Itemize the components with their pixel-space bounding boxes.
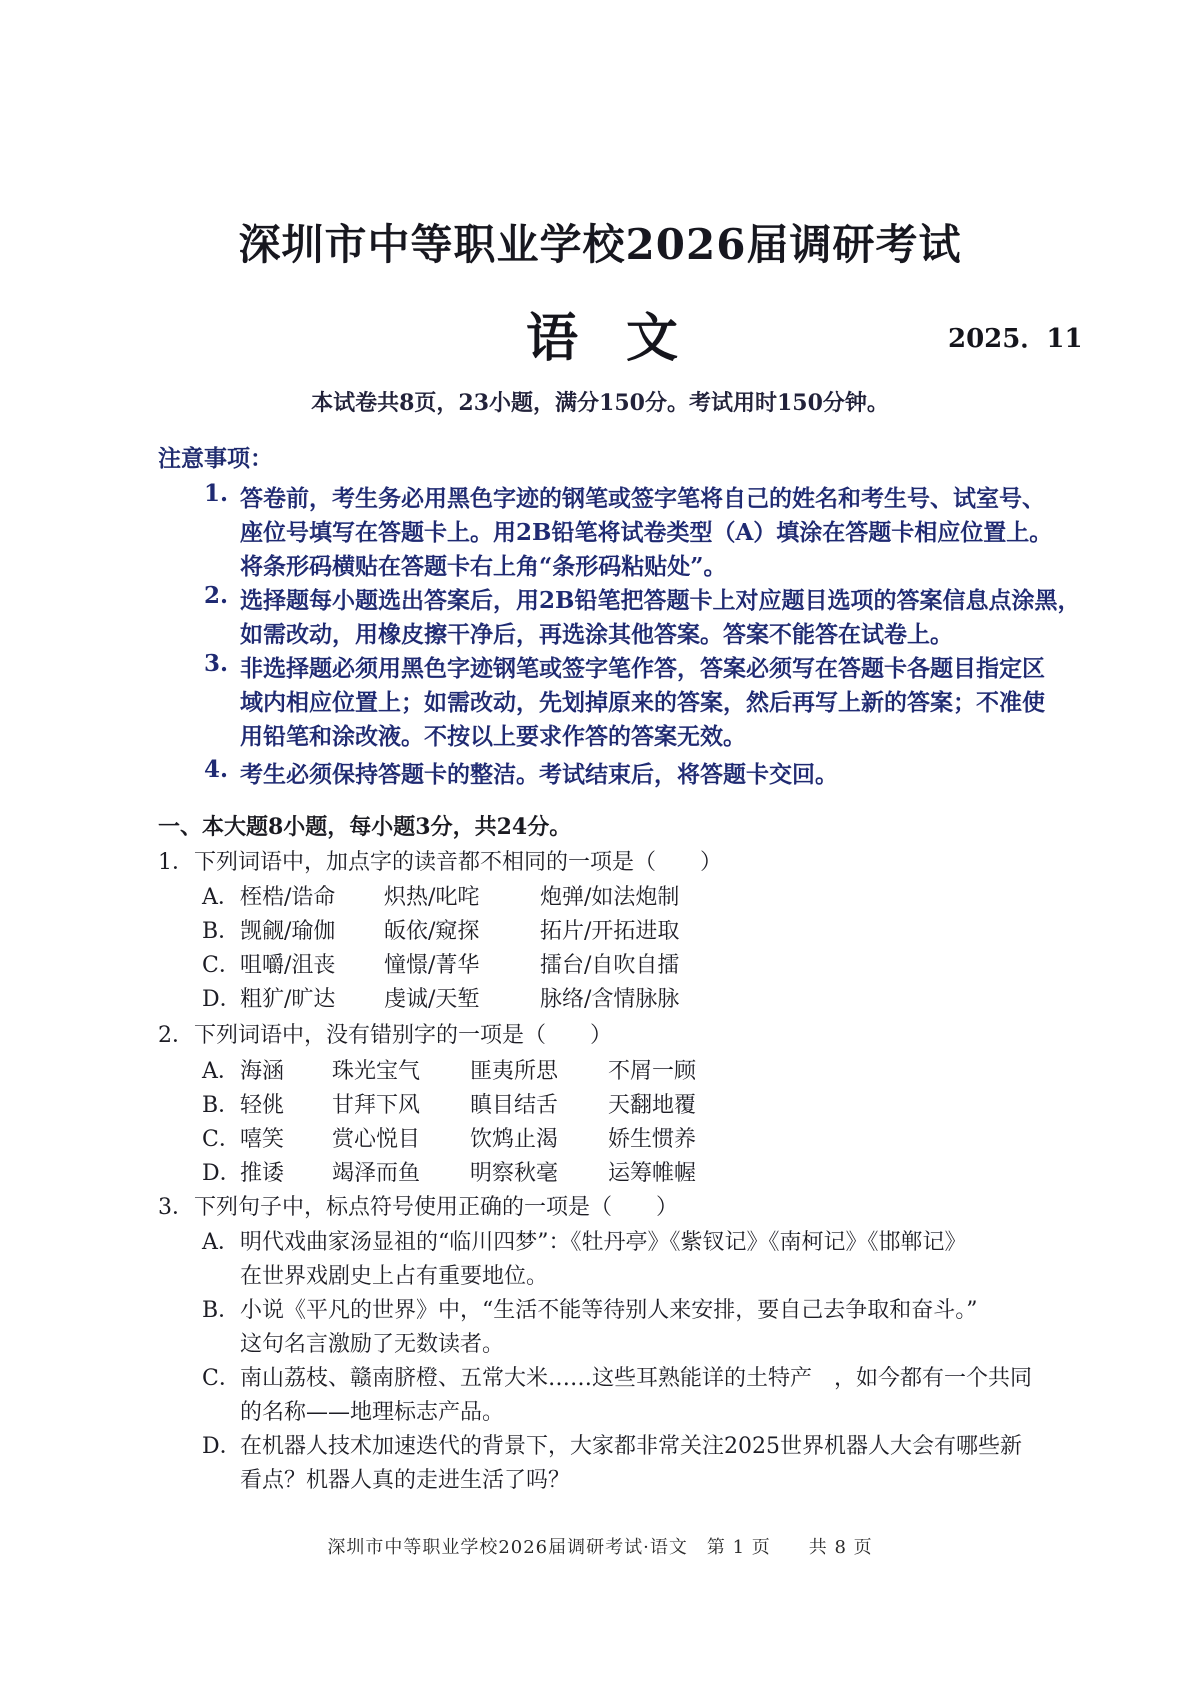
exam-date: 2025．11 (948, 324, 1083, 354)
option-choice: 推诿 (240, 1161, 285, 1186)
option-choice: 脉络/含情脉脉 (540, 987, 680, 1012)
notice-item-number: 1. (204, 480, 229, 507)
option-choice: 觊觎/瑜伽 (240, 919, 336, 944)
subject-title: 语文 (526, 308, 727, 369)
option-choice: 桎梏/诰命 (240, 885, 336, 910)
option-label: C． (202, 953, 241, 978)
notice-item-text: 考生必须保持答题卡的整洁。考试结束后，将答题卡交回。 (240, 761, 838, 788)
option-text: 这句名言激励了无数读者。 (240, 1332, 505, 1357)
notice-item-number: 4. (204, 756, 229, 783)
notice-item-text: 如需改动，用橡皮擦干净后，再选涂其他答案。答案不能答在试卷上。 (240, 621, 953, 648)
option-choice: 咀嚼/沮丧 (240, 953, 336, 978)
notice-item-text: 座位号填写在答题卡上。用2B铅笔将试卷类型（A）填涂在答题卡相应位置上。 (240, 519, 1053, 546)
notice-item-text: 答卷前，考生务必用黑色字迹的钢笔或签字笔将自己的姓名和考生号、试室号、 (240, 485, 1045, 512)
option-choice: 炽热/叱咤 (384, 885, 480, 910)
option-choice: 炮弹/如法炮制 (540, 885, 680, 910)
option-choice: 虔诚/天堑 (384, 987, 480, 1012)
option-choice: 赏心悦目 (332, 1127, 421, 1152)
option-label: D． (202, 1161, 242, 1186)
option-text: 看点？机器人真的走进生活了吗？ (240, 1468, 571, 1493)
option-choice: 运筹帷幄 (608, 1161, 697, 1186)
option-text: 明代戏曲家汤显祖的“临川四梦”：《牡丹亭》《紫钗记》《南柯记》《邯郸记》 (240, 1230, 967, 1255)
option-choice: 不屑一顾 (608, 1059, 697, 1084)
option-choice: 饮鸩止渴 (470, 1127, 559, 1152)
option-choice: 娇生惯养 (608, 1127, 697, 1152)
question-2-stem: 2．下列词语中，没有错别字的一项是（ ） (158, 1023, 612, 1048)
option-label: A． (202, 885, 240, 910)
option-choice: 甘拜下风 (332, 1093, 421, 1118)
option-choice: 拓片/开拓进取 (540, 919, 680, 944)
option-choice: 天翻地覆 (608, 1093, 697, 1118)
notice-item-text: 非选择题必须用黑色字迹钢笔或签字笔作答，答案必须写在答题卡各题目指定区 (240, 655, 1045, 682)
notice-item-number: 3. (204, 650, 229, 677)
option-label: A． (202, 1059, 240, 1084)
option-label: A． (202, 1230, 240, 1255)
page-footer: 深圳市中等职业学校2026届调研考试·语文 第 1 页 共 8 页 (327, 1537, 873, 1558)
notice-item-text: 用铅笔和涂改液。不按以上要求作答的答案无效。 (240, 723, 746, 750)
option-choice: 瞋目结舌 (470, 1093, 559, 1118)
notice-item-text: 域内相应位置上；如需改动，先划掉原来的答案，然后再写上新的答案；不准使 (240, 689, 1045, 716)
option-choice: 轻佻 (240, 1093, 285, 1118)
option-label: C． (202, 1127, 241, 1152)
notice-item-text: 将条形码横贴在答题卡右上角“条形码粘贴处”。 (240, 553, 727, 580)
exam-title: 深圳市中等职业学校2026届调研考试 (238, 220, 962, 269)
option-choice: 擂台/自吹自擂 (540, 953, 680, 978)
option-choice: 憧憬/菁华 (384, 953, 480, 978)
option-text: 小说《平凡的世界》中，“生活不能等待别人来安排，要自己去争取和奋斗。” (240, 1298, 978, 1323)
option-choice: 皈依/窥探 (384, 919, 480, 944)
option-choice: 嘻笑 (240, 1127, 285, 1152)
question-1-stem: 1．下列词语中，加点字的读音都不相同的一项是（ ） (158, 850, 722, 875)
option-choice: 珠光宝气 (332, 1059, 421, 1084)
option-label: D． (202, 987, 242, 1012)
notice-item-number: 2. (204, 582, 229, 609)
option-text: 在机器人技术加速迭代的背景下，大家都非常关注2025世界机器人大会有哪些新 (240, 1434, 1022, 1459)
option-label: B． (202, 1298, 241, 1323)
option-text: 的名称——地理标志产品。 (240, 1400, 505, 1425)
option-choice: 粗犷/旷达 (240, 987, 336, 1012)
option-label: B． (202, 919, 241, 944)
option-choice: 竭泽而鱼 (332, 1161, 421, 1186)
option-text: 南山荔枝、赣南脐橙、五常大米……这些耳熟能详的土特产 ，如今都有一个共同 (240, 1366, 1033, 1391)
option-label: C． (202, 1366, 241, 1391)
notice-item-text: 选择题每小题选出答案后，用2B铅笔把答题卡上对应题目选项的答案信息点涂黑， (240, 587, 1081, 614)
option-label: B． (202, 1093, 241, 1118)
option-text: 在世界戏剧史上占有重要地位。 (240, 1264, 549, 1289)
option-label: D． (202, 1434, 242, 1459)
section-heading: 一、本大题8小题，每小题3分，共24分。 (158, 814, 572, 840)
option-choice: 明察秋毫 (470, 1161, 559, 1186)
exam-intro: 本试卷共8页，23小题，满分150分。考试用时150分钟。 (311, 390, 889, 416)
option-choice: 匪夷所思 (470, 1059, 559, 1084)
question-3-stem: 3．下列句子中，标点符号使用正确的一项是（ ） (158, 1195, 678, 1220)
notice-heading: 注意事项： (158, 445, 273, 472)
option-choice: 海涵 (240, 1059, 285, 1084)
